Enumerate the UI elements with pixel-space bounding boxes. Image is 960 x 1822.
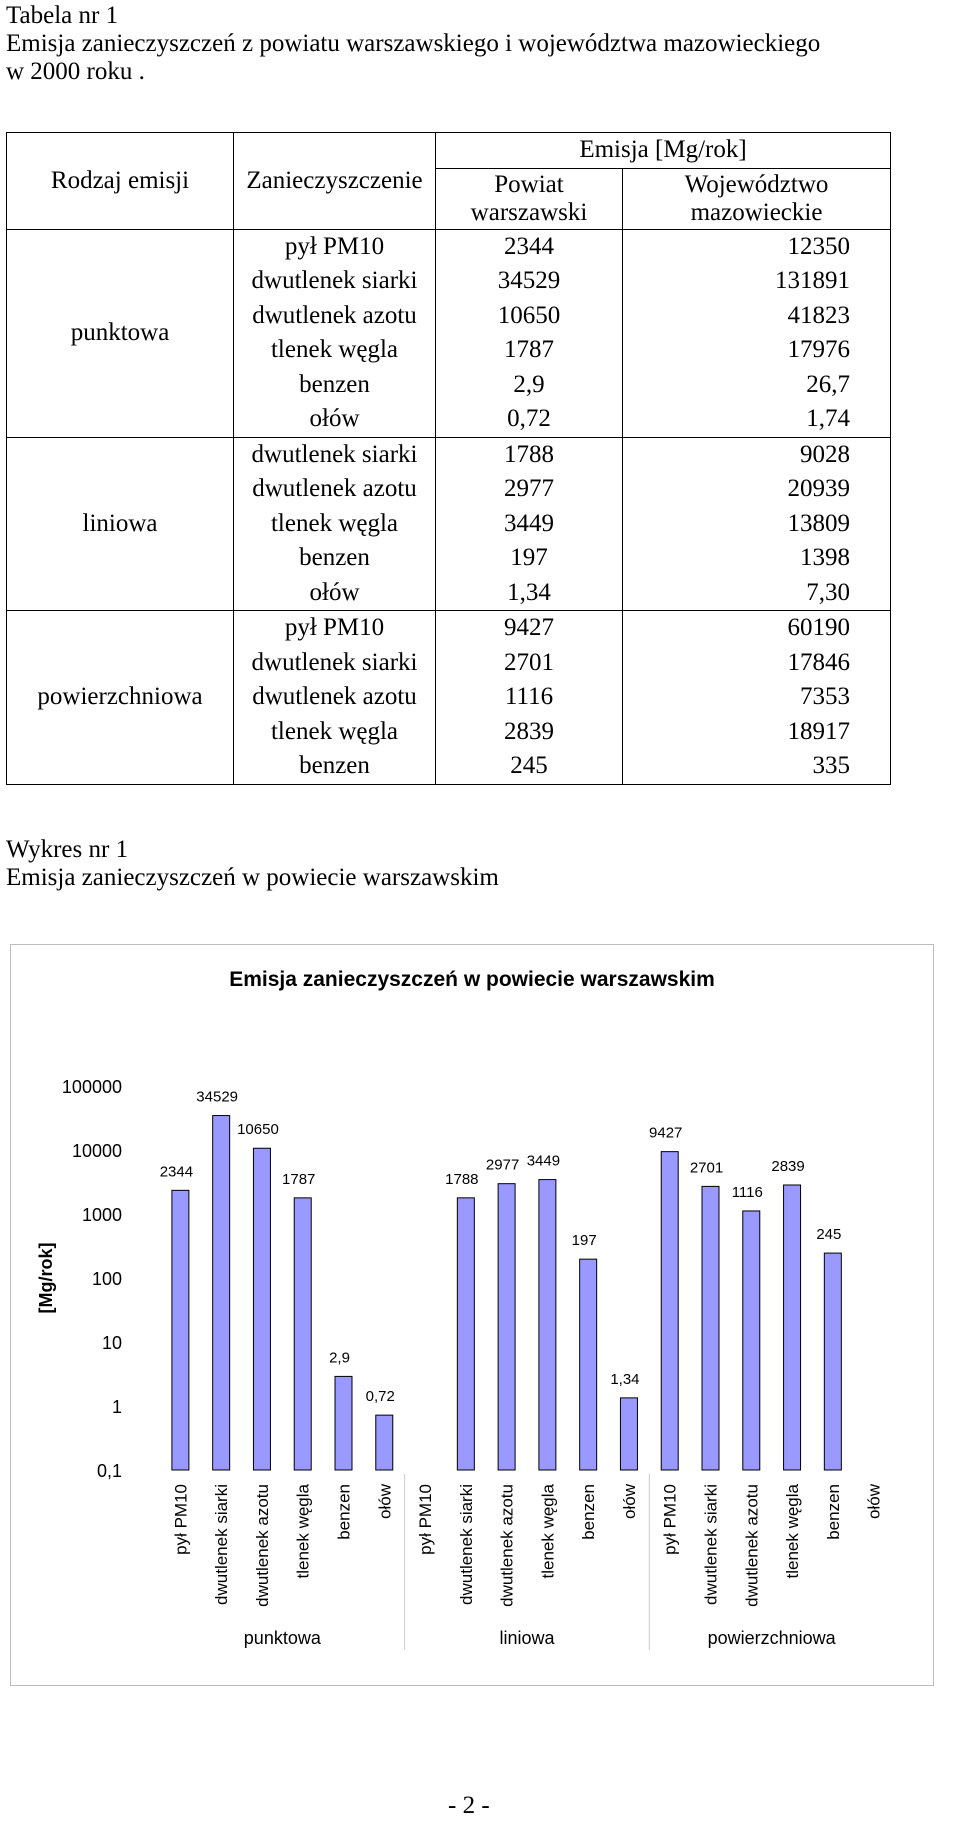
table-row <box>7 611 891 646</box>
pollutant-cell: dwutlenek azotu <box>234 472 436 507</box>
powiat-value: 9427 <box>436 611 623 646</box>
data-label: 2,9 <box>329 1349 350 1367</box>
pollutant-cell: ołów <box>234 402 436 437</box>
bar <box>824 1253 841 1470</box>
wojewodztwo-value: 60190 <box>623 611 891 646</box>
category-label: dwutlenek azotu <box>742 1484 762 1607</box>
table-header-row-1 <box>7 133 891 169</box>
pollutant-cell: tlenek węgla <box>234 333 436 368</box>
data-label: 197 <box>571 1232 597 1250</box>
category-label: ołów <box>619 1484 639 1519</box>
wojewodztwo-value: 335 <box>623 749 891 784</box>
bar <box>620 1398 637 1470</box>
category-label: tlenek węgla <box>538 1484 558 1579</box>
y-tick-label: 100 <box>91 1269 122 1289</box>
powiat-value: 2977 <box>436 472 623 507</box>
category-label: benzen <box>334 1484 354 1540</box>
powiat-value: 0,72 <box>436 402 623 437</box>
y-tick-label: 0,1 <box>96 1461 122 1481</box>
powiat-value: 10650 <box>436 299 623 334</box>
data-label: 1787 <box>282 1170 316 1188</box>
powiat-value: 197 <box>436 541 623 576</box>
y-tick-label: 10 <box>101 1333 122 1353</box>
pollutant-cell: dwutlenek azotu <box>234 680 436 715</box>
wojewodztwo-value: 17976 <box>623 333 891 368</box>
powiat-value: 1116 <box>436 680 623 715</box>
powiat-value: 2,9 <box>436 368 623 403</box>
data-label: 2839 <box>771 1157 805 1175</box>
wojewodztwo-value: 9028 <box>623 437 891 472</box>
powiat-value: 2839 <box>436 715 623 750</box>
pollutant-cell: pył PM10 <box>234 611 436 646</box>
y-tick-label: 1000 <box>81 1205 122 1225</box>
pollutant-cell: dwutlenek siarki <box>234 646 436 681</box>
group-label: punktowa <box>243 1628 321 1648</box>
wojewodztwo-value: 12350 <box>623 229 891 264</box>
category-label: pył PM10 <box>171 1484 191 1555</box>
data-label: 0,72 <box>365 1388 395 1406</box>
category-label: dwutlenek azotu <box>497 1484 517 1607</box>
powiat-value: 245 <box>436 749 623 784</box>
data-label: 1788 <box>445 1170 479 1188</box>
category-label: dwutlenek siarki <box>212 1484 232 1605</box>
wojewodztwo-value: 18917 <box>623 715 891 750</box>
bar <box>457 1198 474 1470</box>
bar <box>335 1376 352 1470</box>
pollutant-cell: benzen <box>234 749 436 784</box>
data-label: 9427 <box>649 1124 683 1142</box>
pollutant-cell: ołów <box>234 576 436 611</box>
y-tick-label: 1 <box>111 1397 122 1417</box>
category-label: pył PM10 <box>416 1484 436 1555</box>
group-name: liniowa <box>7 437 234 611</box>
wojewodztwo-value: 26,7 <box>623 368 891 403</box>
wojewodztwo-value: 1398 <box>623 541 891 576</box>
bar <box>498 1184 515 1470</box>
pollutant-cell: benzen <box>234 368 436 403</box>
bar <box>702 1186 719 1470</box>
category-label: tlenek węgla <box>783 1484 803 1579</box>
powiat-value: 1787 <box>436 333 623 368</box>
wojewodztwo-value: 41823 <box>623 299 891 334</box>
powiat-value: 34529 <box>436 264 623 299</box>
bar <box>253 1148 270 1470</box>
data-label: 3449 <box>526 1152 561 1170</box>
category-label: pył PM10 <box>660 1484 680 1555</box>
chart-caption-title: Emisja zanieczyszczeń w powiecie warszawskim <box>6 864 499 891</box>
bar <box>784 1185 801 1470</box>
group-name: powierzchniowa <box>7 611 234 785</box>
wojewodztwo-value: 13809 <box>623 507 891 542</box>
wojewodztwo-value: 7353 <box>623 680 891 715</box>
header-wojewodztwo: Województwo mazowieckie <box>623 168 891 229</box>
pollutant-cell: dwutlenek azotu <box>234 299 436 334</box>
pollutant-cell: pył PM10 <box>234 229 436 264</box>
chart-caption <box>6 836 499 892</box>
chart-number: Wykres nr 1 <box>6 836 129 863</box>
data-label: 1,34 <box>610 1370 640 1388</box>
pollutant-cell: tlenek węgla <box>234 507 436 542</box>
table-caption <box>6 2 956 86</box>
table-title: Emisja zanieczyszczeń z powiatu warszawskiego i województwa mazowieckiego w 2000 roku . <box>6 30 821 85</box>
wojewodztwo-value: 1,74 <box>623 402 891 437</box>
emission-table <box>6 132 891 785</box>
category-label: dwutlenek azotu <box>252 1484 272 1607</box>
header-zanieczyszczenie: Zanieczyszczenie <box>234 133 436 230</box>
y-axis-label: [Mg/rok] <box>36 1242 56 1314</box>
powiat-value: 3449 <box>436 507 623 542</box>
data-label: 2701 <box>689 1159 724 1177</box>
table-row <box>7 229 891 264</box>
pollutant-cell: dwutlenek siarki <box>234 264 436 299</box>
data-label: 34529 <box>196 1088 239 1106</box>
bar <box>376 1415 393 1470</box>
header-emisja: Emisja [Mg/rok] <box>436 133 891 169</box>
group-name: punktowa <box>7 229 234 437</box>
pollutant-cell: tlenek węgla <box>234 715 436 750</box>
data-label: 2977 <box>485 1156 520 1174</box>
header-rodzaj-emisji: Rodzaj emisji <box>7 133 234 230</box>
bar <box>743 1211 760 1470</box>
category-label: dwutlenek siarki <box>701 1484 721 1605</box>
y-tick-label: 100000 <box>61 1077 122 1097</box>
wojewodztwo-value: 7,30 <box>623 576 891 611</box>
powiat-value: 1788 <box>436 437 623 472</box>
bar <box>294 1198 311 1470</box>
data-label: 10650 <box>237 1121 279 1139</box>
wojewodztwo-value: 131891 <box>623 264 891 299</box>
powiat-value: 2344 <box>436 229 623 264</box>
table-number: Tabela nr 1 <box>6 2 119 29</box>
y-tick-label: 10000 <box>71 1141 122 1161</box>
bar <box>539 1180 556 1470</box>
category-label: dwutlenek siarki <box>456 1484 476 1605</box>
powiat-value: 1,34 <box>436 576 623 611</box>
category-label: benzen <box>579 1484 599 1540</box>
header-powiat: Powiat warszawski <box>436 168 623 229</box>
bar <box>580 1259 597 1470</box>
bar <box>213 1116 230 1470</box>
emission-bar-chart <box>10 944 934 1686</box>
category-label: benzen <box>823 1484 843 1540</box>
wojewodztwo-value: 20939 <box>623 472 891 507</box>
data-label: 245 <box>816 1226 842 1244</box>
bar <box>172 1190 189 1470</box>
data-label: 2344 <box>159 1163 194 1181</box>
data-label: 1116 <box>731 1183 763 1201</box>
category-label: ołów <box>375 1484 395 1519</box>
powiat-value: 2701 <box>436 646 623 681</box>
table-row <box>7 437 891 472</box>
group-label: powierzchniowa <box>707 1628 836 1648</box>
pollutant-cell: dwutlenek siarki <box>234 437 436 472</box>
page-number: - 2 - <box>448 1792 490 1819</box>
category-label: ołów <box>864 1484 884 1519</box>
group-label: liniowa <box>499 1628 555 1648</box>
wojewodztwo-value: 17846 <box>623 646 891 681</box>
chart-title: Emisja zanieczyszczeń w powiecie warszawskim <box>229 968 715 991</box>
pollutant-cell: benzen <box>234 541 436 576</box>
bar <box>661 1152 678 1470</box>
category-label: tlenek węgla <box>293 1484 313 1579</box>
